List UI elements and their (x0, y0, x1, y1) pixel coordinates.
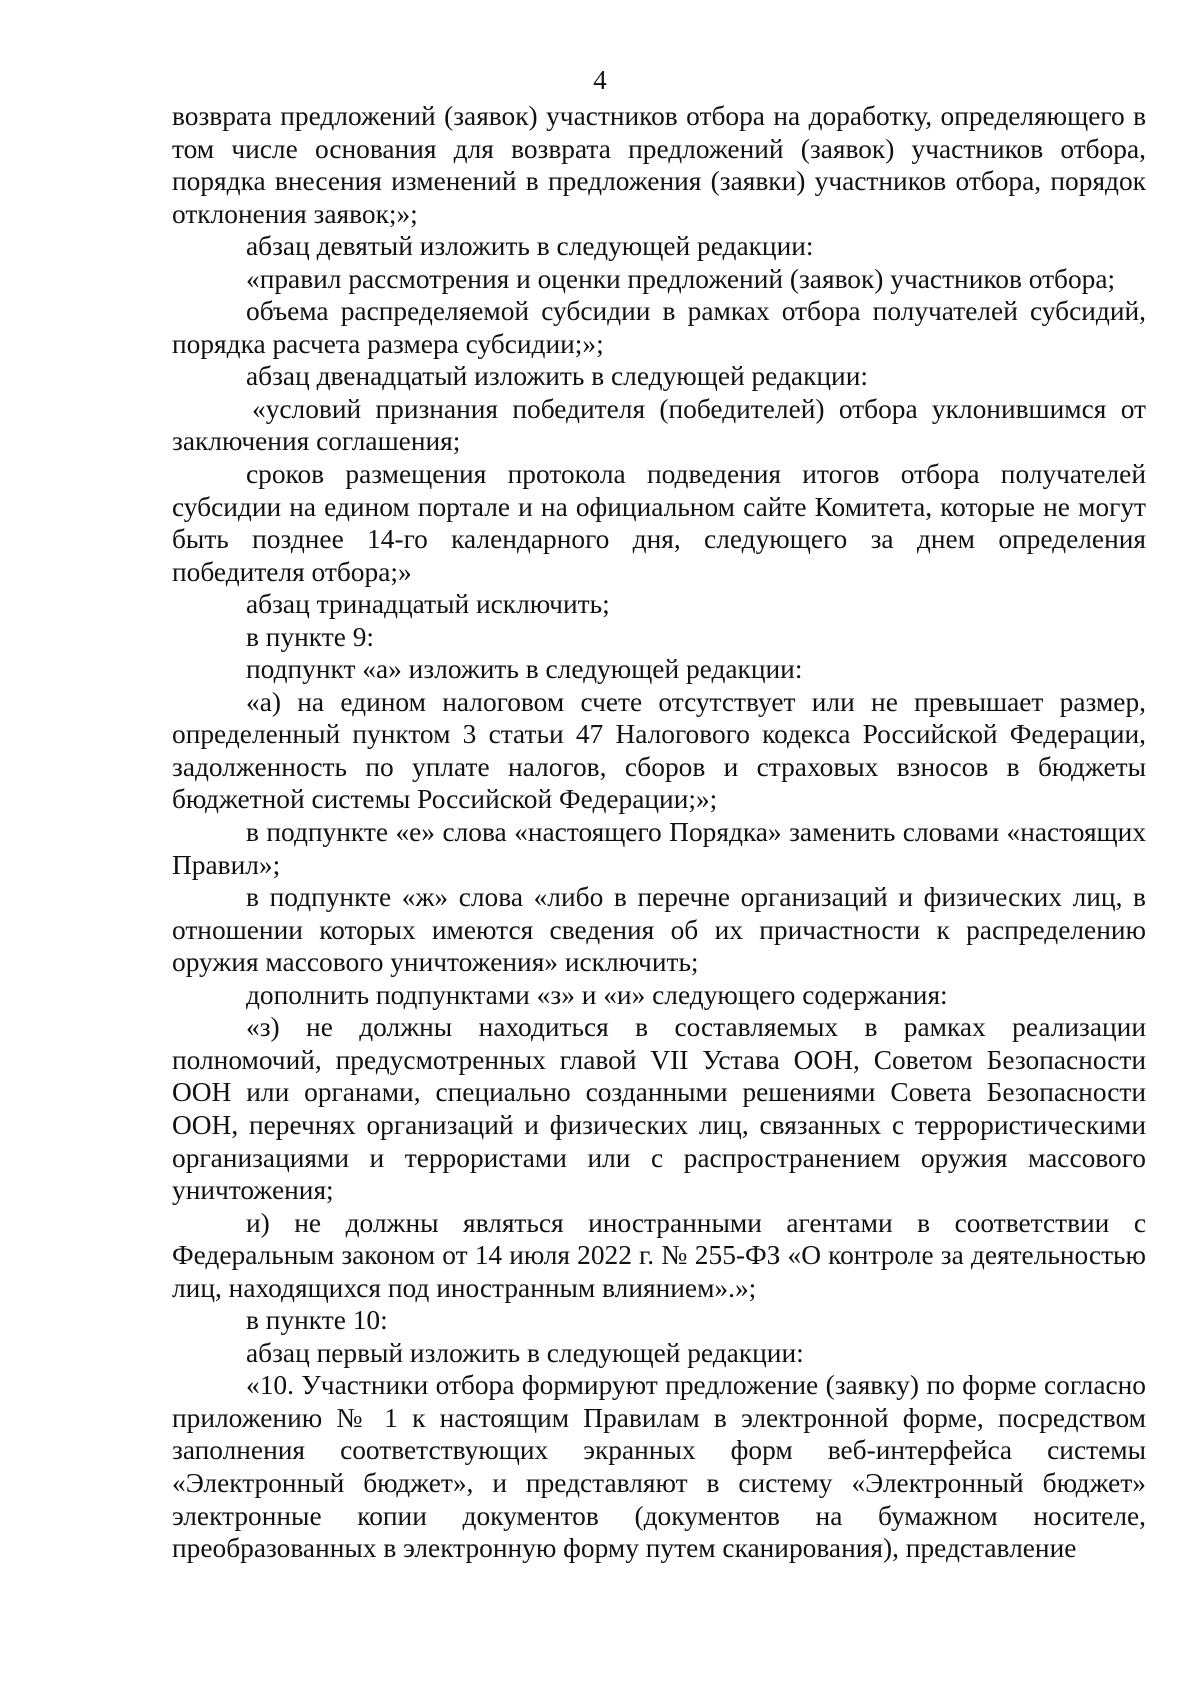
document-body (172, 100, 1146, 1565)
paragraph: «условий признания победителя (победителей) отбора уклонившимся от заключения соглашения; (172, 393, 1146, 457)
paragraph: абзац двенадцатый изложить в следующей редакции: (246, 361, 868, 392)
paragraph: подпункт «а» изложить в следующей редакции: (246, 654, 803, 685)
paragraph: абзац девятый изложить в следующей редакции: (246, 231, 814, 262)
paragraph: «10. Участники отбора формируют предложение (заявку) по форме согласно приложению № 1 к настоящим Правилам в электронной форме, посредством заполнения соответствующих экранных форм веб-интерфейса системы «Электронный бюджет», и представляют в систему «Электронный бюджет» электронные копии документов (документов на бумажном носителе, преобразованных в электронную форму путем сканирования), представление (172, 1370, 1146, 1564)
page-number: 4 (593, 65, 607, 95)
paragraph: «правил рассмотрения и оценки предложений (заявок) участников отбора; (246, 263, 1116, 294)
paragraph: и) не должны являться иностранными агентами в соответствии с Федеральным законом от 14 июля 2022 г. № 255-ФЗ «О контроле за деятельностью лиц, находящихся под иностранным влиянием».»; (172, 1207, 1146, 1303)
paragraph: в подпункте «е» слова «настоящего Порядка» заменить словами «настоящих Правил»; (172, 817, 1146, 880)
paragraph: сроков размещения протокола подведения итогов отбора получателей субсидии на едином портале и на официальном сайте Комитета, которые не могут быть позднее 14-го календарного дня, следующего за днем определения победителя отбора;» (172, 459, 1146, 587)
paragraph: дополнить подпунктами «з» и «и» следующего содержания: (246, 979, 948, 1010)
paragraph: возврата предложений (заявок) участников отбора на доработку, определяющего в том числе основания для возврата предложений (заявок) участников отбора, порядка внесения изменений в предложения (заявки) участников отбора, порядок отклонения заявок;»; (172, 101, 1146, 229)
paragraph: «а) на едином налоговом счете отсутствует или не превышает размер, определенный пунктом 3 статьи 47 Налогового кодекса Российской Федерации, задолженность по уплате налогов, сборов и страховых взносов в бюджеты бюджетной системы Российской Федерации;»; (172, 686, 1146, 815)
paragraph: в подпункте «ж» слова «либо в перечне организаций и физических лиц, в отношении которых имеются сведения об их причастности к распределению оружия массового уничтожения» исключить; (172, 882, 1146, 978)
paragraph: в пункте 10: (246, 1305, 388, 1336)
paragraph: абзац первый изложить в следующей редакции: (246, 1337, 804, 1368)
paragraph: абзац тринадцатый исключить; (246, 589, 610, 620)
paragraph: объема распределяемой субсидии в рамках отбора получателей субсидий, порядка расчета размера субсидии;»; (172, 296, 1146, 359)
paragraph: в пункте 9: (246, 621, 375, 652)
paragraph: «з) не должны находиться в составляемых в рамках реализации полномочий, предусмотренных главой VII Устава ООН, Советом Безопасности ООН или органами, специально созданными решениями Совета Безопасности ООН, перечнях организаций и физических лиц, связанных с террористическими организациями и террористами или с распространением оружия массового уничтожения; (172, 1012, 1146, 1206)
